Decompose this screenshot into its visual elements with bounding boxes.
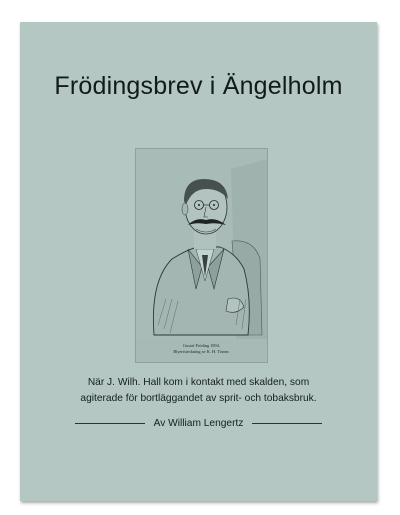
- description-line1: När J. Wilh. Hall kom i kontakt med skalden, som: [87, 377, 310, 388]
- booklet-cover: [20, 22, 377, 501]
- portrait-caption-line1: Gustaf Fröding 1894.: [183, 343, 220, 348]
- byline-rule-left: [75, 423, 145, 424]
- portrait-caption-line2: Blyertsteckning av K. H. Törner.: [173, 349, 230, 354]
- portrait-drawing: [136, 149, 267, 339]
- byline-row: [75, 415, 322, 431]
- author-byline: Av William Lengertz: [153, 417, 244, 429]
- description-line2: agiterade för bortläggandet av sprit- och tobaksbruk.: [80, 393, 317, 404]
- cover-title: Frödingsbrev i Ängelholm: [54, 72, 343, 100]
- portrait-image: [135, 148, 268, 363]
- byline-rule-right: [252, 423, 322, 424]
- cover-description: [42, 375, 355, 407]
